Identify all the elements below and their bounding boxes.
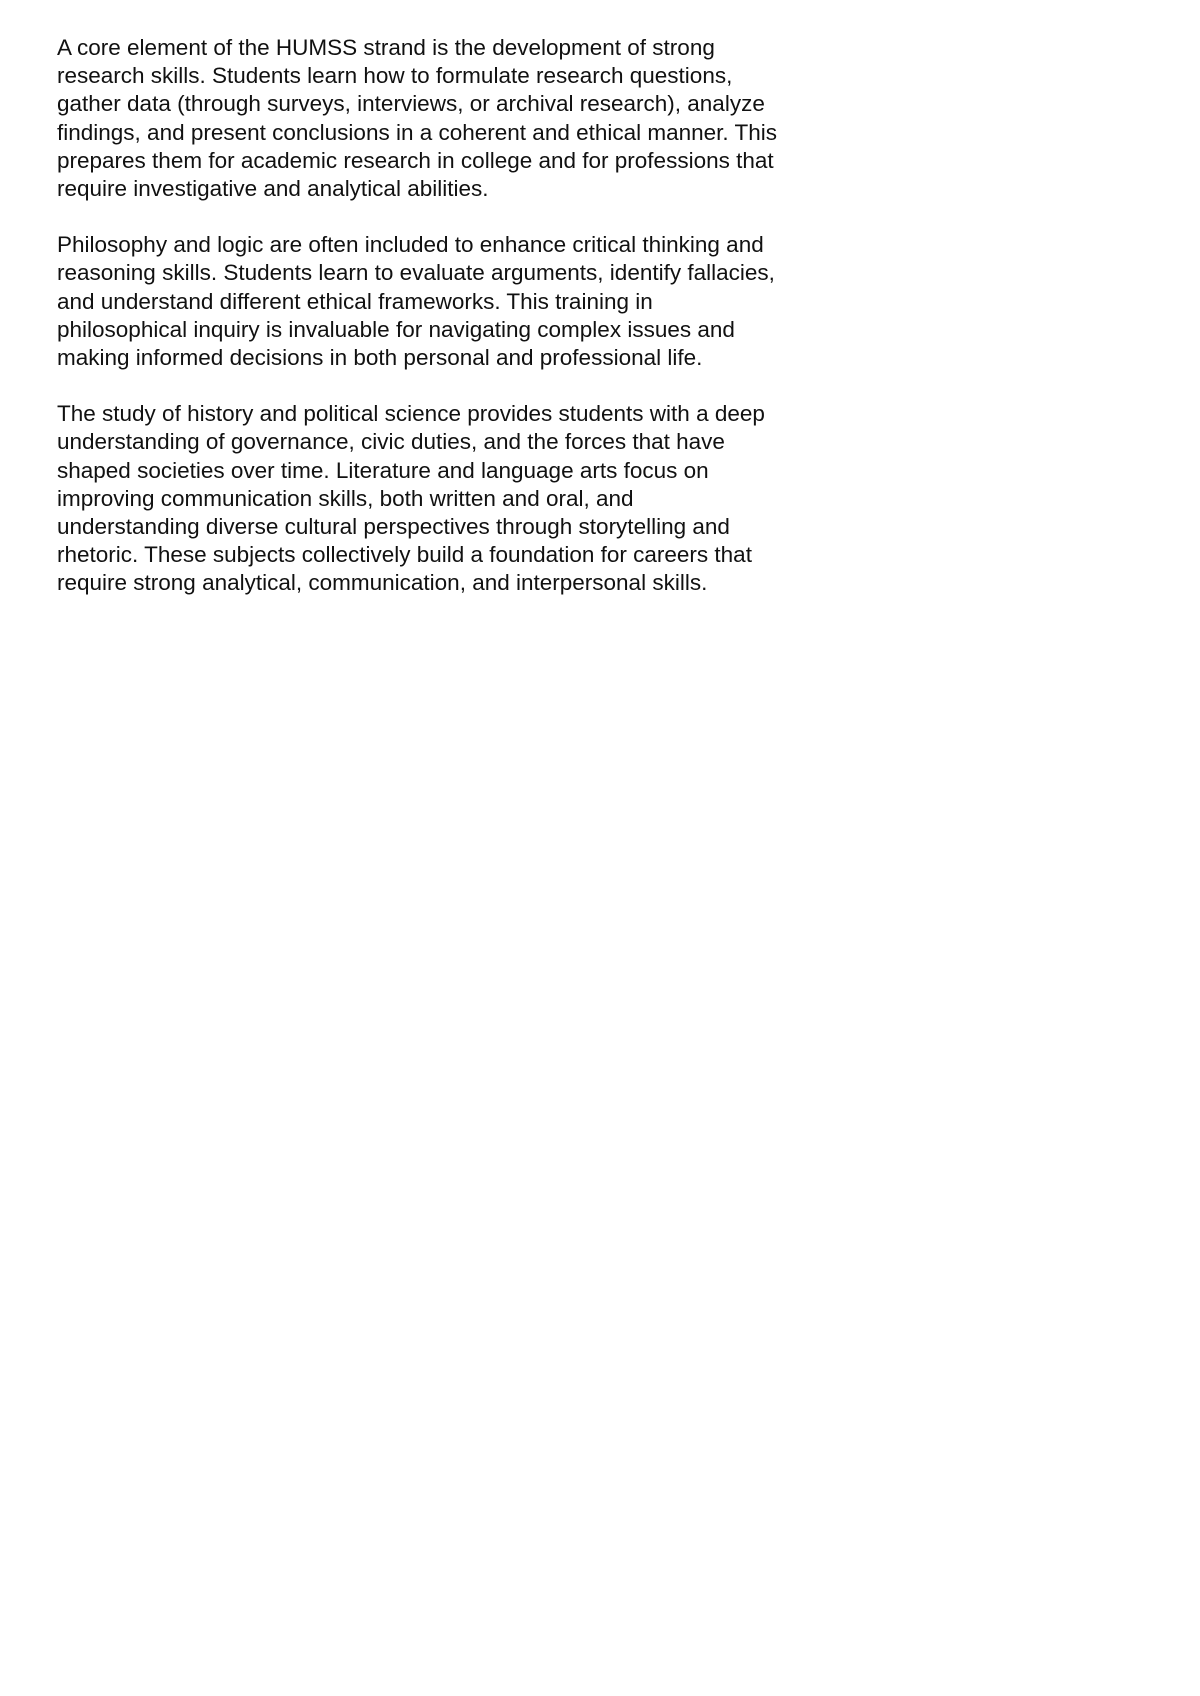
text-line: A core element of the HUMSS strand is the development of strong bbox=[57, 35, 715, 60]
text-line: and understand different ethical frameworks. This training in bbox=[57, 288, 653, 314]
text-line: philosophical inquiry is invaluable for navigating complex issues and bbox=[57, 316, 735, 342]
text-line: require investigative and analytical abilities. bbox=[57, 176, 489, 202]
paragraph-research-skills bbox=[57, 34, 857, 203]
document-body bbox=[57, 34, 857, 626]
text-line: shaped societies over time. Literature and language arts focus on bbox=[57, 457, 709, 483]
text-line: findings, and present conclusions in a coherent and ethical manner. This bbox=[57, 119, 778, 145]
text-line: require strong analytical, communication, and interpersonal skills. bbox=[57, 570, 708, 596]
text-line: reasoning skills. Students learn to evaluate arguments, identify fallacies, bbox=[57, 260, 775, 286]
text-line: rhetoric. These subjects collectively build a foundation for careers that bbox=[57, 542, 752, 568]
text-line: understanding of governance, civic duties, and the forces that have bbox=[57, 429, 725, 455]
text-line: prepares them for academic research in college and for professions that bbox=[57, 147, 774, 173]
text-line: research skills. Students learn how to formulate research questions, bbox=[57, 63, 733, 89]
paragraph-philosophy-logic bbox=[57, 231, 857, 372]
text-line: The study of history and political science provides students with a deep bbox=[57, 401, 765, 427]
text-line: improving communication skills, both written and oral, and bbox=[57, 485, 634, 511]
text-line: understanding diverse cultural perspectives through storytelling and bbox=[57, 514, 730, 540]
text-line: Philosophy and logic are often included to enhance critical thinking and bbox=[57, 232, 764, 258]
text-line: gather data (through surveys, interviews, or archival research), analyze bbox=[57, 91, 765, 117]
paragraph-history-political-science bbox=[57, 400, 857, 597]
text-line: making informed decisions in both personal and professional life. bbox=[57, 345, 703, 371]
